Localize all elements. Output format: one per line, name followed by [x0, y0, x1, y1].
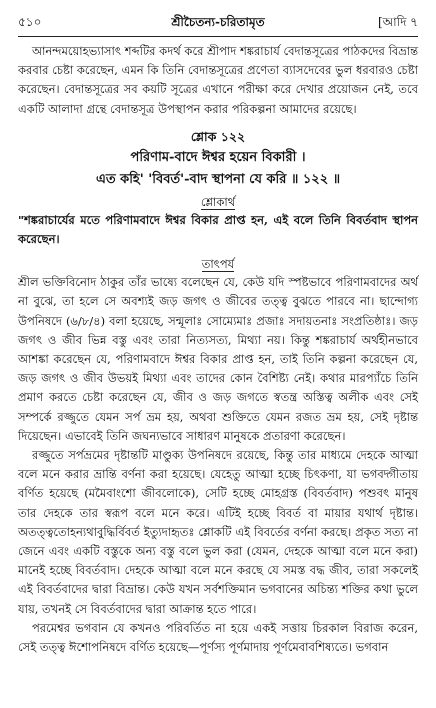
- purport-paragraph-2: রজ্জুতে সর্পভ্রমের দৃষ্টান্তটি মাণ্ডুক্য উপনিষদে রয়েছে, কিন্তু তার মাধ্যমে দেহকে আত্মা বলে মনে করার ভ্রান্তি বর্ণনা করা হয়েছে। যেহেতু আত্মা হচ্ছে চিৎকণা, যা ভগবদ্গীতায় বর্ণিত হয়েছে (মমৈবাংশো জীবলোকে), সেটি হচ্ছে মোহগ্রস্ত (বিবর্তবাদ) পশুবৎ মানুষ তার দেহকে তার স্বরূপ বলে মনে করে। এটিই হচ্ছে বিবর্ত বা মায়ার যথার্থ দৃষ্টান্ত। অতত্ত্বতোহন্যথাবুদ্ধির্বিবর্ত ইত্যুদাহৃতঃ শ্লোকটি এই বিবর্তের বর্ণনা করছে। প্রকৃত সত্য না জেনে এবং একটি বস্তুকে অন্য বস্তু বলে ভুল করা (যেমন, দেহকে আত্মা বলে মনে করা) মানেই হচ্ছে বিবর্তবাদ। দেহকে আত্মা বলে মনে করছে যে সমস্ত বদ্ধ জীব, তারা সকলেই এই বিবর্তবাদের দ্বারা বিভ্রান্ত। কেউ যখন সর্বশক্তিমান ভগবানের অচিন্ত্য শক্তির কথা ভুলে যায়, তখনই সে বিবর্তবাদের দ্বারা আক্রান্ত হতে পারে।: [18, 448, 418, 616]
- purport-heading: তাৎপর্য: [201, 257, 235, 272]
- page-header: [18, 8, 418, 37]
- verse-line-2: এত কহি' 'বিবর্ত'-বাদ স্থাপনা যে করি ॥ ১২২ ॥: [95, 171, 341, 187]
- verse-number: শ্লোক ১২২: [190, 128, 246, 144]
- translation-text: "শঙ্করাচার্যের মতে পরিণামবাদে ঈশ্বর বিকার প্রাপ্ত হন, এই বলে তিনি বিবর্তবাদ স্থাপন করেছেন।: [18, 212, 418, 247]
- page-number: ৫১০: [18, 15, 42, 29]
- verse-line-1: পরিণাম-বাদে ঈশ্বর হয়েন বিকারী ।: [130, 149, 306, 165]
- purport-paragraph-3: পরমেশ্বর ভগবান যে কখনও পরিবর্তিত না হয়ে একই সত্তায় চিরকাল বিরাজ করেন, সেই তত্ত্ব ঈশোপনিষদে বর্ণিত হয়েছে—পূর্ণস্য পূর্ণমাদায় পূর্ণমেবাবশিষ্যতে। ভগবান: [18, 620, 418, 655]
- running-title: শ্রীচৈতন্য-চরিতামৃত: [171, 15, 265, 29]
- translation-heading: শ্লোকার্থ: [200, 194, 236, 209]
- purport-paragraph-1: শ্রীল ভক্তিবিনোদ ঠাকুর তাঁর ভাষ্যে বলেছেন যে, কেউ যদি স্পষ্টভাবে পরিণামবাদের অর্থ না বুঝে, তা হলে সে অবশ্যই জড় জগৎ ও জীবের তত্ত্ব বুঝতে পারবে না। ছান্দোগ্য উপনিষদে (৬/৮/৪) বলা হয়েছে, সন্মূলাঃ সোম্যেমাঃ প্রজাঃ সদায়তনাঃ সংপ্রতিষ্ঠাঃ। জড় জগৎ ও জীব ভিন্ন বস্তু এবং তারা নিত্যসত্য, মিথ্যা নয়। কিন্তু শঙ্করাচার্য অর্থহীনভাবে আশঙ্কা করেছেন যে, পরিণামবাদে ঈশ্বর বিকার প্রাপ্ত হন, তাই তিনি কল্পনা করেছেন যে, জড় জগৎ ও জীব উভয়ই মিথ্যা এবং তাদের কোন বৈশিষ্ট্য নেই। কথার মারপ্যাঁচে তিনি প্রমাণ করতে চেষ্টা করেছেন যে, জীব ও জড় জগতে স্বতন্ত্র অস্তিত্ব অলীক এবং সেই সম্পর্কে রজ্জুতে যেমন সর্প ভ্রম হয়, অথবা শুক্তিতে যেমন রজত ভ্রম হয়, সেই দৃষ্টান্ত দিয়েছেন। এভাবেই তিনি জঘন্যভাবে সাধারণ মানুষকে প্রতারণা করেছেন।: [18, 275, 418, 443]
- intro-paragraph: আনন্দময়োহভ্যাসাৎ শব্দটির কদর্থ করে শ্রীপাদ শঙ্করাচার্য বেদান্তসূত্রের পাঠকদের বিভ্রান্ত করবার চেষ্টা করেছেন, এমন কি তিনি বেদান্তসূত্রের প্রণেতা ব্যাসদেবের ভুল ধরবারও চেষ্টা করেছেন। বেদান্তসূত্রের সব কয়টি সূত্রের এখানে পরীক্ষা করে দেখার প্রয়োজন নেই, তবে একটি আলাদা গ্রন্থে বেদান্তসূত্র উপস্থাপন করার পরিকল্পনা আমাদের রয়েছে।: [18, 44, 418, 116]
- page-content: [18, 42, 418, 657]
- chapter-reference: [আদি ৭: [377, 15, 418, 29]
